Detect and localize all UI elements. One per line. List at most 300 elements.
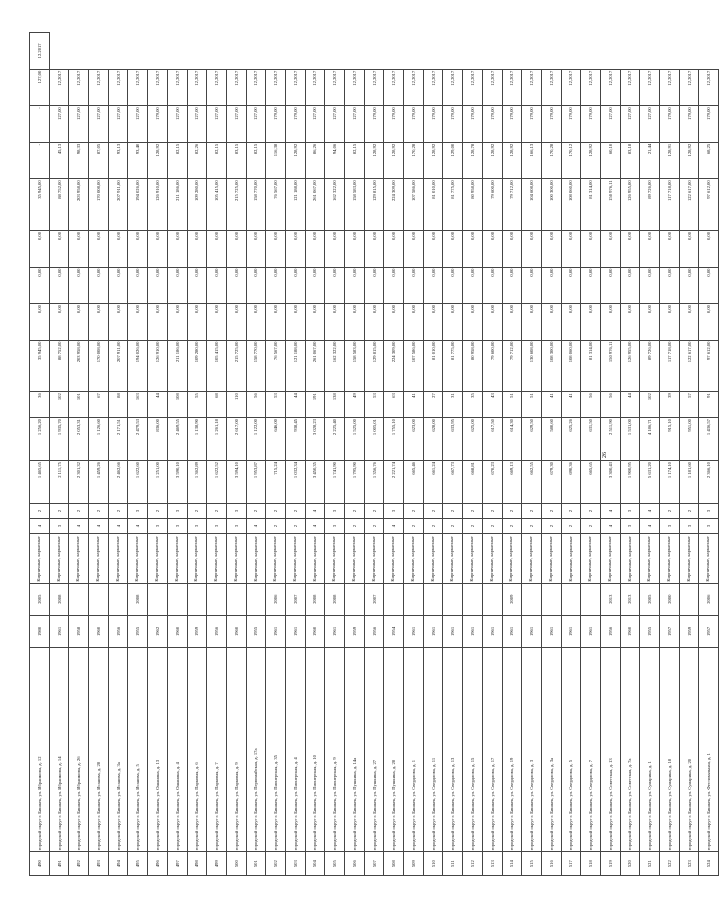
table-cell: 12,2017: [226, 69, 246, 106]
table-cell: 495: [128, 852, 148, 876]
table-cell: 1 531,00: [620, 418, 640, 461]
table-cell: 158 583,00: [345, 179, 365, 231]
table-cell: 503: [285, 852, 305, 876]
table-cell: Кирпичные, каркасные: [640, 534, 660, 583]
table-cell: 2: [541, 519, 561, 534]
table-cell: 2: [541, 504, 561, 519]
table-cell: 517: [561, 852, 581, 876]
table-cell: 2: [561, 504, 581, 519]
table-cell: 88 752,00: [49, 340, 69, 392]
table-cell: 179,00: [502, 106, 522, 143]
table-cell: 499: [207, 852, 227, 876]
table-cell: 669,13: [502, 461, 522, 504]
table-cell: 94,06: [325, 142, 345, 179]
table-cell: 2: [364, 504, 384, 519]
table-cell: Кирпичные, каркасные: [285, 534, 305, 583]
table-row: [660, 33, 680, 876]
table-cell: 12,2017: [463, 69, 483, 106]
table-cell: 179,00: [364, 106, 384, 143]
table-cell: 0,00: [325, 304, 345, 341]
table-cell: 2: [404, 519, 424, 534]
table-cell: 1 356,76: [364, 461, 384, 504]
table-cell: 0,00: [226, 267, 246, 304]
table-cell: 44: [148, 392, 168, 418]
table-cell: 2: [561, 519, 581, 534]
table-cell: 1 436,57: [699, 418, 719, 461]
table-cell: 2: [404, 504, 424, 519]
table-cell: 0,00: [187, 267, 207, 304]
table-cell: [581, 583, 601, 615]
table-row: [620, 33, 640, 876]
table-cell: 224 309,00: [384, 179, 404, 231]
table-cell: 3: [679, 519, 699, 534]
table-cell: 2: [443, 504, 463, 519]
table-cell: 915,10: [660, 418, 680, 461]
table-cell: 129 815,00: [364, 179, 384, 231]
table-cell: 0,00: [69, 267, 89, 304]
table-row: [443, 33, 463, 876]
table-cell: 179,00: [148, 106, 168, 143]
table-cell: 179,00: [384, 106, 404, 143]
table-cell: [463, 583, 483, 615]
table-cell: городской округ г. Бишкек, ул. Ошанина, д. 13: [148, 648, 168, 852]
table-cell: 108 060,00: [561, 340, 581, 392]
table-cell: 56: [581, 392, 601, 418]
table-cell: 0,00: [285, 304, 305, 341]
table-cell: Кирпичные, каркасные: [128, 534, 148, 583]
table-cell: 0,00: [128, 304, 148, 341]
table-cell: 519: [600, 852, 620, 876]
table-cell: 129 815,00: [364, 340, 384, 392]
table-cell: 0,00: [620, 230, 640, 267]
table-cell: 0,00: [522, 230, 542, 267]
table-cell: 127,00: [246, 106, 266, 143]
table-cell: 127,00: [30, 69, 50, 106]
table-cell: городской округ г. Бишкек, ул. Свердлова, д. 19: [502, 648, 522, 852]
table-cell: 4: [89, 519, 109, 534]
table-cell: 0,00: [148, 230, 168, 267]
table-cell: 170 008,00: [89, 340, 109, 392]
table-cell: 3: [660, 519, 680, 534]
table-cell: 98,33: [69, 142, 89, 179]
table-cell: 0,00: [49, 230, 69, 267]
table-cell: 2: [463, 504, 483, 519]
table-cell: 0,00: [600, 267, 620, 304]
table-cell: 179,00: [660, 106, 680, 143]
table-cell: 2: [463, 519, 483, 534]
table-cell: 1961: [581, 615, 601, 647]
table-cell: 2 469,55: [167, 418, 187, 461]
table-cell: 0,00: [89, 304, 109, 341]
table-cell: 2: [581, 519, 601, 534]
table-cell: 1962: [148, 615, 168, 647]
table-cell: 81 010,00: [423, 179, 443, 231]
table-cell: 670,23: [482, 461, 502, 504]
table-cell: 0,00: [69, 230, 89, 267]
table-row: [404, 33, 424, 876]
table-row: [325, 33, 345, 876]
table-cell: Кирпичные, каркасные: [364, 534, 384, 583]
table-cell: 128,92: [482, 142, 502, 179]
table-row: [167, 33, 187, 876]
table-cell: 2 053,31: [69, 418, 89, 461]
table-cell: 2: [482, 519, 502, 534]
table-cell: 170,28: [541, 142, 561, 179]
table-cell: 2: [285, 519, 305, 534]
table-cell: 126 910,00: [148, 340, 168, 392]
table-cell: 0,00: [404, 230, 424, 267]
table-cell: 12,2017: [49, 69, 69, 106]
table-cell: 1961: [49, 615, 69, 647]
table-cell: 2: [364, 519, 384, 534]
table-cell: 89 726,00: [640, 179, 660, 231]
table-cell: 127,00: [600, 106, 620, 143]
table-cell: 690,36: [561, 461, 581, 504]
table-cell: 89 726,00: [640, 340, 660, 392]
table-cell: 3: [325, 519, 345, 534]
table-cell: 0,00: [69, 304, 89, 341]
table-cell: 170,28: [404, 142, 424, 179]
table-cell: 3: [620, 504, 640, 519]
table-cell: 4: [128, 519, 148, 534]
table-cell: Кирпичные, каркасные: [345, 534, 365, 583]
table-cell: 0,00: [364, 267, 384, 304]
table-cell: 93,40: [128, 142, 148, 179]
table-cell: 12,2017: [600, 69, 620, 106]
table-cell: 126 955,00: [620, 179, 640, 231]
table-cell: 0,00: [167, 304, 187, 341]
table-cell: Кирпичные, каркасные: [226, 534, 246, 583]
table-cell: 2: [30, 504, 50, 519]
table-cell: 2: [660, 504, 680, 519]
table-cell: [207, 583, 227, 615]
table-cell: 194 026,00: [128, 340, 148, 392]
table-cell: 0,00: [581, 304, 601, 341]
table-cell: 2: [187, 504, 207, 519]
table-cell: 104 608,00: [522, 179, 542, 231]
table-cell: 2: [581, 504, 601, 519]
table-cell: 12,2017: [620, 69, 640, 106]
table-cell: 170,12: [561, 142, 581, 179]
table-cell: 510: [423, 852, 443, 876]
table-cell: 3 450,35: [305, 461, 325, 504]
table-cell: 0,00: [541, 304, 561, 341]
table-cell: 0,00: [187, 304, 207, 341]
table-cell: 0,00: [561, 267, 581, 304]
table-cell: 117 718,00: [660, 179, 680, 231]
table-cell: 80 958,00: [463, 340, 483, 392]
table-cell: 53: [266, 392, 286, 418]
table-cell: 1961: [325, 615, 345, 647]
table-cell: 158 770,00: [246, 340, 266, 392]
table-cell: 126 955,00: [620, 340, 640, 392]
table-cell: 43: [482, 392, 502, 418]
table-cell: 127,00: [620, 106, 640, 143]
table-cell: 1961: [502, 615, 522, 647]
table-cell: 490: [30, 852, 50, 876]
table-cell: 170 008,00: [89, 179, 109, 231]
table-cell: 521: [640, 852, 660, 876]
table-cell: 27: [423, 392, 443, 418]
table-cell: 12,2017: [167, 69, 187, 106]
table-cell: 0,00: [600, 304, 620, 341]
table-cell: 81 314,00: [581, 340, 601, 392]
table-cell: 3: [49, 519, 69, 534]
table-cell: 2: [207, 504, 227, 519]
table-cell: 580,60: [541, 418, 561, 461]
table-cell: 1 181,60: [679, 461, 699, 504]
table-row: [384, 33, 404, 876]
table-cell: 0,00: [600, 230, 620, 267]
table-cell: 0,00: [522, 267, 542, 304]
table-cell: 194 026,00: [128, 179, 148, 231]
table-cell: 127,00: [89, 106, 109, 143]
table-cell: 518: [581, 852, 601, 876]
table-cell: 215 725,00: [226, 340, 246, 392]
table-cell: 2: [266, 504, 286, 519]
table-cell: 0,00: [384, 230, 404, 267]
table-cell: [443, 583, 463, 615]
table-cell: 1 741,90: [325, 461, 345, 504]
table-cell: 88: [108, 392, 128, 418]
table-cell: 3: [699, 504, 719, 519]
table-cell: 0,00: [423, 230, 443, 267]
table-row: [187, 33, 207, 876]
table-cell: 2 171,51: [108, 418, 128, 461]
table-cell: 617,50: [482, 418, 502, 461]
table-cell: 2: [522, 504, 542, 519]
table-row: [226, 33, 246, 876]
table-cell: 130 608,00: [522, 340, 542, 392]
table-cell: 1961: [522, 615, 542, 647]
table-cell: 179,00: [699, 106, 719, 143]
table-cell: 1961: [266, 615, 286, 647]
table-cell: 12,2017: [364, 69, 384, 106]
table-cell: 12,2017: [502, 69, 522, 106]
table-cell: 128,92: [679, 142, 699, 179]
table-cell: 2 111,75: [49, 461, 69, 504]
table-cell: 0,00: [541, 267, 561, 304]
table-cell: 107 586,00: [404, 340, 424, 392]
table-cell: городской округ г. Бишкек, ул. Пушкина, д. 28: [384, 648, 404, 852]
table-row: [502, 33, 522, 876]
table-cell: 12,2017: [443, 69, 463, 106]
table-cell: 2: [502, 504, 522, 519]
table-cell: 0,00: [620, 267, 640, 304]
table-cell: 1 465,65: [30, 461, 50, 504]
table-cell: 2: [69, 504, 89, 519]
table-cell: 3 590,10: [167, 461, 187, 504]
table-cell: 110: [226, 392, 246, 418]
table-cell: 2: [679, 504, 699, 519]
table-cell: 179,00: [266, 106, 286, 143]
table-cell: 0,00: [679, 267, 699, 304]
table-cell: [345, 583, 365, 615]
table-cell: 0,00: [187, 230, 207, 267]
table-cell: 12,2017: [679, 69, 699, 106]
table-cell: 2006: [266, 583, 286, 615]
table-cell: 1958: [69, 615, 89, 647]
table-cell: городской округ г. Бишкек, ул. Пушкина, д. 14а: [345, 648, 365, 852]
table-cell: 1 953,87: [246, 461, 266, 504]
table-cell: 492: [69, 852, 89, 876]
table-cell: 625,00: [463, 418, 483, 461]
table-cell: [89, 583, 109, 615]
table-cell: 12,2017: [561, 69, 581, 106]
table-cell: городской округ г. Бишкек, ул. Первомайская, д. 17а: [246, 648, 266, 852]
table-cell: 1961: [463, 615, 483, 647]
table-cell: 0,00: [699, 304, 719, 341]
table-cell: 1 459,26: [89, 461, 109, 504]
table-cell: 1954: [384, 615, 404, 647]
table-cell: 0,00: [581, 230, 601, 267]
table-cell: 36: [30, 392, 50, 418]
table-cell: 12,2017: [187, 69, 207, 106]
table-cell: 0,00: [443, 267, 463, 304]
table-cell: 0,00: [266, 267, 286, 304]
table-cell: 4: [600, 519, 620, 534]
table-cell: [561, 583, 581, 615]
table-cell: 0,00: [679, 230, 699, 267]
table-cell: 505: [325, 852, 345, 876]
table-cell: 836,00: [148, 418, 168, 461]
table-row: [108, 33, 128, 876]
table-cell: 45,13: [49, 142, 69, 179]
table-cell: 0,00: [640, 230, 660, 267]
table-cell: городской округ г. Бишкек, ул. Фестивальная, д. 1: [699, 648, 719, 852]
table-cell: 4: [305, 504, 325, 519]
table-cell: 97 612,00: [699, 179, 719, 231]
table-cell: 0,00: [364, 304, 384, 341]
table-cell: 179,00: [404, 106, 424, 143]
table-cell: 128,78: [463, 142, 483, 179]
table-cell: 633,95: [443, 418, 463, 461]
table-cell: 1960: [620, 615, 640, 647]
table-cell: 1961: [423, 615, 443, 647]
table-row: [69, 33, 89, 876]
table-cell: 0,00: [463, 304, 483, 341]
table-cell: 0,00: [640, 304, 660, 341]
table-cell: 2 225,40: [325, 418, 345, 461]
table-cell: 3: [187, 519, 207, 534]
table-cell: 41: [541, 392, 561, 418]
table-cell: 1961: [561, 615, 581, 647]
table-cell: 0,00: [463, 267, 483, 304]
table-cell: 0,00: [167, 267, 187, 304]
table-cell: 524: [699, 852, 719, 876]
table-cell: Кирпичные, каркасные: [148, 534, 168, 583]
table-cell: 12,2017: [660, 69, 680, 106]
table-cell: 668,81: [463, 461, 483, 504]
table-cell: 496: [148, 852, 168, 876]
table-cell: 2007: [285, 583, 305, 615]
table-cell: Кирпичные, каркасные: [404, 534, 424, 583]
table-cell: 109 280,00: [187, 179, 207, 231]
table-cell: 0,00: [345, 304, 365, 341]
table-cell: 93,13: [108, 142, 128, 179]
table-cell: 83,15: [226, 142, 246, 179]
table-cell: городской округ г. Бишкек, ул. Парковая, д. 9: [226, 648, 246, 852]
table-cell: 662,55: [522, 461, 542, 504]
table-cell: 1961: [482, 615, 502, 647]
table-cell: 501: [246, 852, 266, 876]
table-cell: 3: [167, 519, 187, 534]
table-cell: -: [30, 142, 50, 179]
table-cell: 0,00: [502, 230, 522, 267]
table-cell: 0,00: [522, 304, 542, 341]
table-row: [49, 33, 69, 876]
table-cell: городской округ г. Бишкек, ул. Сумарина, д. 18: [660, 648, 680, 852]
table-cell: 53: [364, 392, 384, 418]
table-cell: 211 186,00: [167, 179, 187, 231]
table-row: [640, 33, 660, 876]
table-cell: 12,2017: [423, 69, 443, 106]
table-cell: Кирпичные, каркасные: [522, 534, 542, 583]
table-cell: 0,00: [266, 230, 286, 267]
table-cell: 41: [561, 392, 581, 418]
table-cell: 520: [620, 852, 640, 876]
table-cell: 523: [679, 852, 699, 876]
table-cell: 128,92: [364, 142, 384, 179]
table-cell: [482, 583, 502, 615]
table-cell: [167, 583, 187, 615]
table-cell: городской округ г. Бишкек, ул. Свердлова, д. 7: [581, 648, 601, 852]
table-cell: городской округ г. Бишкек, ул. Ибраимова, д. 14: [49, 648, 69, 852]
table-cell: 491: [49, 852, 69, 876]
table-cell: [423, 583, 443, 615]
table-cell: 679,30: [541, 461, 561, 504]
table-cell: 12,2017: [128, 69, 148, 106]
table-cell: 2000: [660, 583, 680, 615]
table-cell: Кирпичные, каркасные: [443, 534, 463, 583]
table-cell: 12,2017: [108, 69, 128, 106]
table-cell: 2: [246, 504, 266, 519]
table-cell: 3: [620, 519, 640, 534]
table-cell: 3: [128, 504, 148, 519]
table-cell: 2: [423, 504, 443, 519]
table-cell: городской округ г. Бишкек, ул. Ибраимова, д. 26: [69, 648, 89, 852]
table-cell: 41: [404, 392, 424, 418]
table-cell: 0,00: [561, 304, 581, 341]
table-cell: 2008: [128, 583, 148, 615]
table-cell: 191: [305, 392, 325, 418]
table-cell: 2 462,66: [108, 461, 128, 504]
table-cell: 4 186,71: [640, 418, 660, 461]
table-cell: 97 612,00: [699, 340, 719, 392]
table-cell: 101: [69, 392, 89, 418]
table-cell: 126 910,00: [148, 179, 168, 231]
table-cell: 2 301,32: [69, 461, 89, 504]
table-cell: 0,00: [226, 230, 246, 267]
table-cell: 179,00: [423, 106, 443, 143]
table-cell: 4: [640, 504, 660, 519]
table-cell: 1956: [600, 615, 620, 647]
table-cell: 83,18: [620, 142, 640, 179]
table-cell: городской округ г. Бишкек, ул. Сумарина, д. 1: [640, 648, 660, 852]
table-cell: 51: [522, 392, 542, 418]
table-cell: городской округ г. Бишкек, ул. Исанова, д. 3а: [108, 648, 128, 852]
table-cell: 49: [345, 392, 365, 418]
table-cell: 0,00: [502, 304, 522, 341]
table-cell: 60,10: [600, 142, 620, 179]
table-cell: 12,2017: [266, 69, 286, 106]
table-cell: 1 935,70: [49, 418, 69, 461]
table-cell: 1955: [128, 615, 148, 647]
table-cell: городской округ г. Бишкек, ул. Свердлова, д. 1: [404, 648, 424, 852]
table-cell: 2007: [364, 583, 384, 615]
table-cell: 0,00: [345, 267, 365, 304]
table-cell: 12,2017: [541, 69, 561, 106]
